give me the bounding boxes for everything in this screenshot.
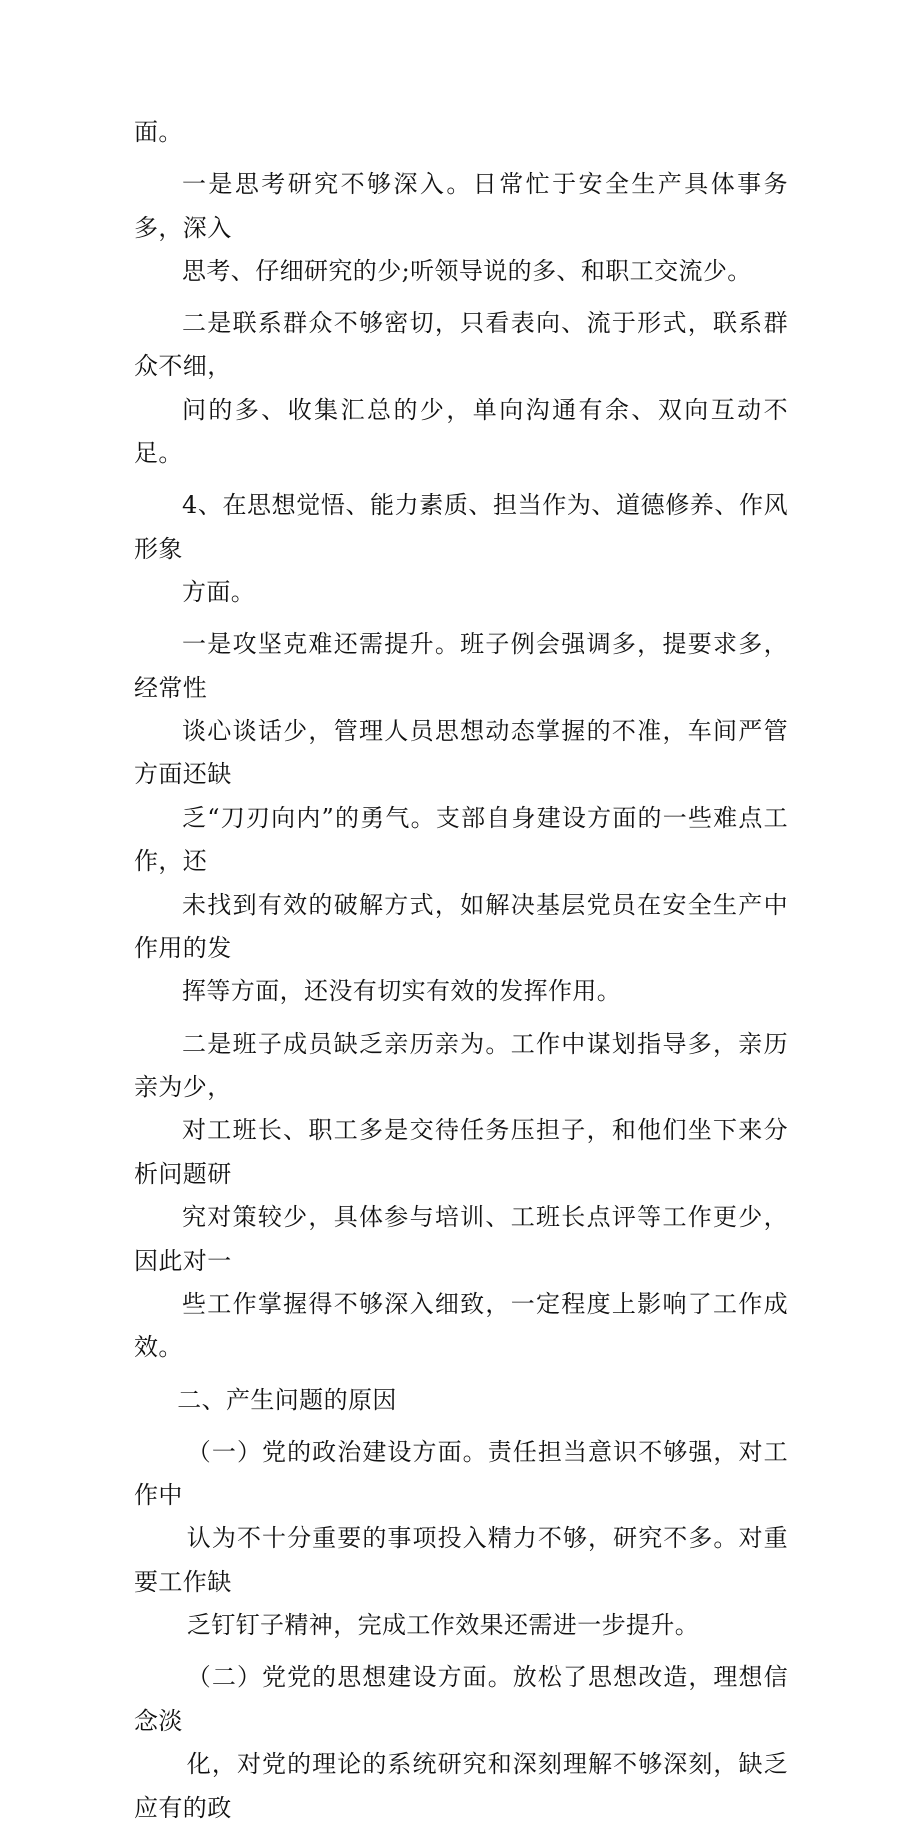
- paragraph-section-4: [134, 484, 788, 614]
- text-line: 挥等方面，还没有切实有效的发挥作用。: [182, 977, 622, 1006]
- text-line: 二是联系群众不够密切，只看表向、流于形式，联系群众不细，: [134, 309, 788, 381]
- section-heading-causes: [134, 1379, 788, 1422]
- text-line: 对工班长、职工多是交待任务压担子，和他们坐下来分析问题研: [134, 1116, 788, 1188]
- paragraph-ideological-construction: [134, 1656, 788, 1830]
- text-line: 4、在思想觉悟、能力素质、担当作为、道德修养、作风形象: [134, 491, 788, 563]
- text-line: 二是班子成员缺乏亲历亲为。工作中谋划指导多，亲历亲为少，: [134, 1029, 788, 1101]
- paragraph-continuation: [134, 111, 788, 154]
- text-line: 些工作掌握得不够深入细致，一定程度上影响了工作成效。: [134, 1290, 788, 1362]
- text-line: （二）党党的思想建设方面。放松了思想改造，理想信念淡: [134, 1663, 788, 1735]
- paragraph-thinking-research: [134, 163, 788, 293]
- heading-text: 二、产生问题的原因: [177, 1385, 397, 1414]
- text-line: 问的多、收集汇总的少，单向沟通有余、双向互动不足。: [134, 395, 788, 468]
- text-line: 未找到有效的破解方式，如解决基层党员在安全生产中作用的发: [134, 890, 788, 963]
- text-line: 乏“刀刃向内”的勇气。支部自身建设方面的一些难点工作，还: [134, 803, 788, 876]
- text-line: 一是思考研究不够深入。日常忙于安全生产具体事务多，深入: [134, 170, 788, 242]
- text-line: 面。: [134, 118, 183, 146]
- text-line: 认为不十分重要的事项投入精力不够，研究不多。对重要工作缺: [134, 1524, 788, 1596]
- paragraph-mass-contact: [134, 302, 788, 476]
- paragraph-political-construction: [134, 1431, 788, 1648]
- text-line: 究对策较少，具体参与培训、工班长点评等工作更少，因此对一: [134, 1203, 788, 1275]
- document-body: [134, 111, 788, 1839]
- text-line: 化，对党的理论的系统研究和深刻理解不够深刻，缺乏应有的政: [134, 1750, 788, 1822]
- text-line: 一是攻坚克难还需提升。班子例会强调多，提要求多，经常性: [134, 630, 788, 702]
- text-line: （一）党的政治建设方面。责任担当意识不够强，对工作中: [134, 1437, 788, 1509]
- paragraph-overcome-difficulties: [134, 623, 788, 1014]
- text-line: 思考、仔细研究的少;听领导说的多、和职工交流少。: [182, 256, 752, 285]
- paragraph-hands-on-work: [134, 1023, 788, 1370]
- text-line: 乏钉钉子精神，完成工作效果还需进一步提升。: [186, 1611, 700, 1640]
- text-line: 方面。: [182, 578, 256, 607]
- text-line: 谈心谈话少，管理人员思想动态掌握的不准，车间严管方面还缺: [134, 717, 788, 789]
